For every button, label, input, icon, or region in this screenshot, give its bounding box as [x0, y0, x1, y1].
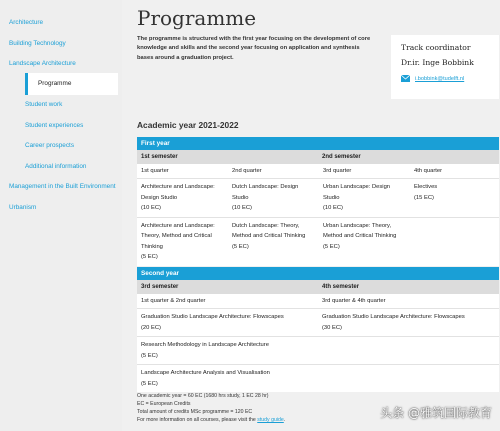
quarter-1-2-label: 1st quarter & 2nd quarter — [141, 298, 206, 304]
study-guide-link[interactable]: study guide — [257, 416, 284, 423]
course-cell: Research Methodology in Landscape Architecture (5 EC) — [141, 342, 269, 359]
course-cell: Dutch Landscape: Design Studio (10 EC) — [232, 184, 299, 211]
sidebar-item-student-work[interactable]: Student work — [25, 101, 63, 108]
sidebar-item-building-technology[interactable]: Building Technology — [9, 40, 66, 47]
course-cell: Dutch Landscape: Theory, Method and Critical Thinking (5 EC) — [232, 222, 306, 250]
sidebar-item-architecture[interactable]: Architecture — [9, 19, 44, 26]
sidebar-item-urbanism[interactable]: Urbanism — [9, 204, 37, 211]
course-cell: Landscape Architecture Analysis and Visualisation (5 EC) — [141, 370, 270, 387]
sidebar-item-management-built-environment[interactable]: Management in the Built Environment — [9, 183, 116, 190]
footnote-line: EC = European Credits — [137, 400, 191, 407]
second-year-table — [137, 267, 499, 392]
footnotes — [137, 393, 285, 425]
coordinator-email-row — [401, 75, 489, 82]
quarter-1-label: 1st quarter — [141, 168, 169, 174]
watermark: 头条 @雅筑国际教育 — [380, 406, 492, 420]
first-year-header: First year — [137, 137, 499, 150]
mail-icon — [401, 75, 410, 82]
quarter-row — [137, 294, 499, 309]
quarter-4-label: 4th quarter — [414, 168, 443, 174]
course-cell: Urban Landscape: Theory, Method and Critical Thinking (5 EC) — [323, 222, 397, 250]
semester-3-label: 3rd semester — [141, 284, 179, 290]
course-cell: Electives (15 EC) — [414, 184, 438, 201]
first-year-table — [137, 137, 499, 266]
sidebar-item-programme[interactable]: Programme — [25, 73, 118, 95]
course-cell: Graduation Studio Landscape Architecture: Flowscapes (30 EC) — [322, 314, 465, 331]
page-title: Programme — [137, 6, 257, 30]
quarter-3-4-label: 3rd quarter & 4th quarter — [322, 298, 386, 304]
table-row — [137, 337, 499, 365]
coordinator-role: Track coordinator — [401, 43, 471, 52]
academic-year-heading: Academic year 2021-2022 — [137, 120, 239, 130]
course-cell: Urban Landscape: Design Studio (10 EC) — [323, 184, 391, 211]
second-year-header: Second year — [137, 267, 499, 280]
intro-text: The programme is structured with the first year focusing on the development of core knowledge and skills and the second year focusing on application and synthesis bases around a graduation project. — [137, 36, 371, 61]
footnote-line: One academic year = 60 EC (1680 hrs study, 1 EC 28 hr) — [137, 393, 269, 399]
footnote-line: Total amount of credits MSc programme = 120 EC — [137, 408, 253, 415]
coordinator-email-link[interactable]: i.bobbink@tudelft.nl — [415, 75, 465, 82]
main-content — [122, 0, 500, 431]
coordinator-name: Dr.ir. Inge Bobbink — [401, 58, 474, 67]
sidebar-item-career-prospects[interactable]: Career prospects — [25, 142, 75, 149]
quarter-3-label: 3rd quarter — [323, 168, 352, 174]
quarter-row — [137, 164, 499, 179]
semester-4-label: 4th semester — [322, 284, 360, 290]
sidebar-item-student-experiences[interactable]: Student experiences — [25, 122, 84, 129]
semester-2-label: 2nd semester — [322, 154, 361, 160]
sidebar-item-landscape-architecture[interactable]: Landscape Architecture — [9, 60, 76, 67]
sidebar-item-additional-information[interactable]: Additional information — [25, 163, 87, 170]
table-row — [137, 309, 499, 337]
sidebar-nav — [0, 0, 122, 431]
table-row — [137, 365, 499, 392]
table-row — [137, 218, 499, 266]
course-cell: Architecture and Landscape: Theory, Method and Critical Thinking (5 EC) — [141, 222, 215, 260]
semester-row — [137, 150, 499, 164]
coordinator-card — [391, 35, 499, 99]
semester-row — [137, 280, 499, 294]
course-cell: Architecture and Landscape: Design Studio (10 EC) — [141, 184, 215, 211]
semester-1-label: 1st semester — [141, 154, 178, 160]
course-cell: Graduation Studio Landscape Architecture: Flowscapes (20 EC) — [141, 314, 284, 331]
footnote-line: For more information on all courses, please visit the study guide. — [137, 416, 286, 423]
table-row — [137, 179, 499, 218]
course-cell-empty — [410, 218, 499, 266]
quarter-2-label: 2nd quarter — [232, 168, 262, 174]
